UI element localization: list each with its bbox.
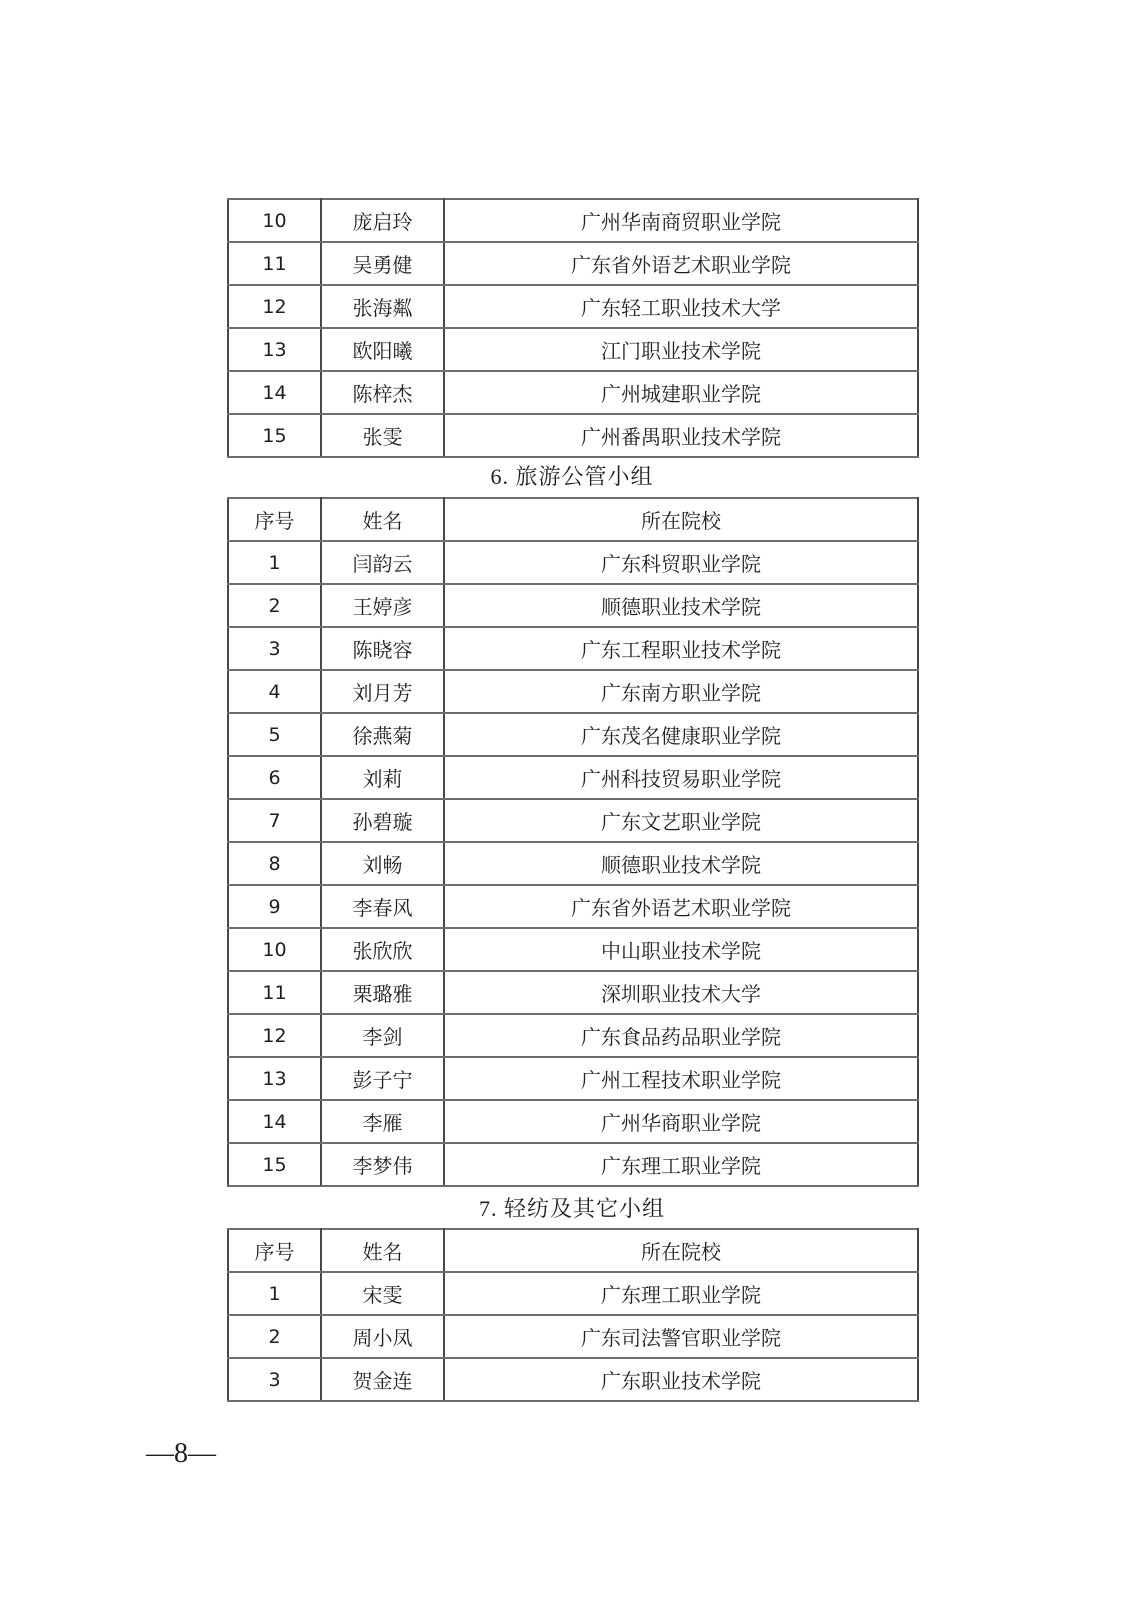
table-row xyxy=(228,1272,918,1315)
table-row xyxy=(228,1143,918,1186)
name-cell: 李剑 xyxy=(321,1014,444,1057)
school-cell: 顺德职业技术学院 xyxy=(444,842,918,885)
serial-cell: 11 xyxy=(228,971,321,1014)
serial-cell: 1 xyxy=(228,541,321,584)
school-cell: 广州科技贸易职业学院 xyxy=(444,756,918,799)
school-cell: 广东理工职业学院 xyxy=(444,1143,918,1186)
school-cell: 广东司法警官职业学院 xyxy=(444,1315,918,1358)
table-row xyxy=(228,1100,918,1143)
school-cell: 顺德职业技术学院 xyxy=(444,584,918,627)
table-row xyxy=(228,885,918,928)
serial-cell: 10 xyxy=(228,928,321,971)
table-row xyxy=(228,1014,918,1057)
serial-cell: 9 xyxy=(228,885,321,928)
name-cell: 陈梓杰 xyxy=(321,371,444,414)
table-row xyxy=(228,285,918,328)
section-title-group-6: 6. 旅游公管小组 xyxy=(490,464,654,489)
serial-cell: 3 xyxy=(228,1358,321,1401)
name-cell: 吴勇健 xyxy=(321,242,444,285)
table-row xyxy=(228,928,918,971)
serial-cell: 13 xyxy=(228,328,321,371)
name-cell: 刘月芳 xyxy=(321,670,444,713)
school-cell: 广州番禺职业技术学院 xyxy=(444,414,918,457)
header-name: 姓名 xyxy=(321,1229,444,1272)
serial-cell: 5 xyxy=(228,713,321,756)
table-row xyxy=(228,971,918,1014)
serial-cell: 12 xyxy=(228,1014,321,1057)
name-cell: 欧阳曦 xyxy=(321,328,444,371)
name-cell: 彭子宁 xyxy=(321,1057,444,1100)
header-serial: 序号 xyxy=(228,498,321,541)
serial-cell: 13 xyxy=(228,1057,321,1100)
header-serial: 序号 xyxy=(228,1229,321,1272)
school-cell: 广东食品药品职业学院 xyxy=(444,1014,918,1057)
header-school: 所在院校 xyxy=(444,498,918,541)
table-row xyxy=(228,1315,918,1358)
serial-cell: 14 xyxy=(228,1100,321,1143)
school-cell: 广东理工职业学院 xyxy=(444,1272,918,1315)
group-6-roster-table xyxy=(227,497,919,1187)
school-cell: 广东科贸职业学院 xyxy=(444,541,918,584)
name-cell: 庞启玲 xyxy=(321,199,444,242)
table-row xyxy=(228,799,918,842)
school-cell: 广州工程技术职业学院 xyxy=(444,1057,918,1100)
group-7-roster-table xyxy=(227,1228,919,1402)
page-number: —8— xyxy=(146,1438,216,1469)
school-cell: 广东文艺职业学院 xyxy=(444,799,918,842)
table-row xyxy=(228,1358,918,1401)
serial-cell: 7 xyxy=(228,799,321,842)
group-5-roster-continued-table xyxy=(227,198,919,458)
table-row xyxy=(228,541,918,584)
table-row xyxy=(228,1057,918,1100)
serial-cell: 11 xyxy=(228,242,321,285)
name-cell: 刘莉 xyxy=(321,756,444,799)
serial-cell: 12 xyxy=(228,285,321,328)
serial-cell: 2 xyxy=(228,584,321,627)
name-cell: 贺金连 xyxy=(321,1358,444,1401)
header-row xyxy=(228,1229,918,1272)
serial-cell: 4 xyxy=(228,670,321,713)
name-cell: 周小凤 xyxy=(321,1315,444,1358)
name-cell: 闫韵云 xyxy=(321,541,444,584)
header-school: 所在院校 xyxy=(444,1229,918,1272)
serial-cell: 15 xyxy=(228,1143,321,1186)
header-name: 姓名 xyxy=(321,498,444,541)
header-row xyxy=(228,498,918,541)
school-cell: 广东轻工职业技术大学 xyxy=(444,285,918,328)
serial-cell: 1 xyxy=(228,1272,321,1315)
name-cell: 刘畅 xyxy=(321,842,444,885)
table-row xyxy=(228,414,918,457)
school-cell: 广东省外语艺术职业学院 xyxy=(444,885,918,928)
serial-cell: 8 xyxy=(228,842,321,885)
school-cell: 江门职业技术学院 xyxy=(444,328,918,371)
serial-cell: 10 xyxy=(228,199,321,242)
name-cell: 李雁 xyxy=(321,1100,444,1143)
name-cell: 张海粼 xyxy=(321,285,444,328)
table-row xyxy=(228,756,918,799)
name-cell: 李春风 xyxy=(321,885,444,928)
table-row xyxy=(228,199,918,242)
name-cell: 徐燕菊 xyxy=(321,713,444,756)
school-cell: 广东职业技术学院 xyxy=(444,1358,918,1401)
table-row xyxy=(228,584,918,627)
school-cell: 广东工程职业技术学院 xyxy=(444,627,918,670)
name-cell: 宋雯 xyxy=(321,1272,444,1315)
school-cell: 广东南方职业学院 xyxy=(444,670,918,713)
school-cell: 中山职业技术学院 xyxy=(444,928,918,971)
name-cell: 李梦伟 xyxy=(321,1143,444,1186)
serial-cell: 15 xyxy=(228,414,321,457)
school-cell: 广州华商职业学院 xyxy=(444,1100,918,1143)
table-row xyxy=(228,627,918,670)
table-row xyxy=(228,371,918,414)
school-cell: 广州华南商贸职业学院 xyxy=(444,199,918,242)
serial-cell: 14 xyxy=(228,371,321,414)
table-row xyxy=(228,328,918,371)
table-row xyxy=(228,242,918,285)
serial-cell: 3 xyxy=(228,627,321,670)
name-cell: 孙碧璇 xyxy=(321,799,444,842)
table-row xyxy=(228,670,918,713)
name-cell: 陈晓容 xyxy=(321,627,444,670)
school-cell: 广东省外语艺术职业学院 xyxy=(444,242,918,285)
name-cell: 张欣欣 xyxy=(321,928,444,971)
table-row xyxy=(228,713,918,756)
section-title-group-7: 7. 轻纺及其它小组 xyxy=(478,1196,665,1221)
serial-cell: 6 xyxy=(228,756,321,799)
school-cell: 广东茂名健康职业学院 xyxy=(444,713,918,756)
serial-cell: 2 xyxy=(228,1315,321,1358)
name-cell: 张雯 xyxy=(321,414,444,457)
school-cell: 深圳职业技术大学 xyxy=(444,971,918,1014)
name-cell: 栗璐雅 xyxy=(321,971,444,1014)
table-row xyxy=(228,842,918,885)
name-cell: 王婷彦 xyxy=(321,584,444,627)
school-cell: 广州城建职业学院 xyxy=(444,371,918,414)
